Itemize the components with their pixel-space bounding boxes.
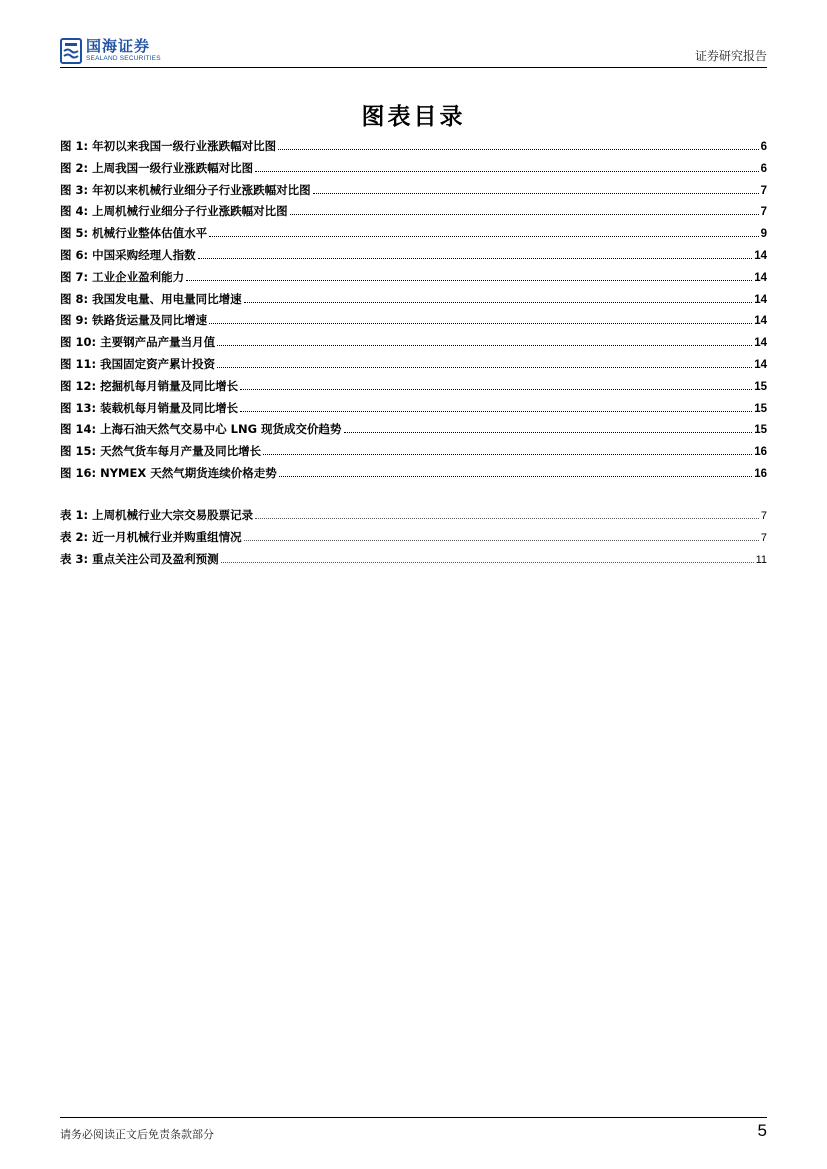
header-divider <box>60 67 767 68</box>
entry-label: 图 7: <box>60 269 89 284</box>
dot-leader <box>244 302 753 303</box>
entry-page-number: 14 <box>754 358 767 371</box>
page-title: 图表目录 <box>361 104 466 130</box>
entry-label: 图 16: <box>60 465 97 480</box>
entry-label: 图 12: <box>60 378 97 393</box>
figure-index-entry[interactable] <box>60 378 767 400</box>
page-number: 5 <box>757 1121 767 1140</box>
entry-page-number: 6 <box>760 141 767 153</box>
entry-title: 重点关注公司及盈利预测 <box>92 551 219 566</box>
entry-page-number: 7 <box>760 206 767 219</box>
dot-leader <box>244 540 759 541</box>
figure-index-entry[interactable] <box>60 138 767 160</box>
dot-leader <box>198 258 753 259</box>
dot-leader <box>209 323 752 324</box>
entry-label: 图 9: <box>60 313 89 328</box>
entry-page-number: 15 <box>754 424 767 437</box>
entry-title: 上周机械行业细分子行业涨跌幅对比图 <box>92 204 288 219</box>
entry-label: 表 3: <box>60 551 89 566</box>
figure-index-entry[interactable] <box>60 421 767 443</box>
dot-leader <box>255 518 759 519</box>
entry-page-number: 14 <box>754 249 767 262</box>
entry-label: 图 5: <box>60 226 89 241</box>
figure-index-entry[interactable] <box>60 334 767 356</box>
entry-page-number: 7 <box>760 184 767 197</box>
dot-leader <box>217 367 752 368</box>
dot-leader <box>279 476 752 477</box>
figure-index-entry[interactable] <box>60 225 767 247</box>
disclaimer-note: 请务必阅读正文后免责条款部分 <box>60 1128 214 1141</box>
figure-index-entry[interactable] <box>60 182 767 204</box>
entry-page-number: 9 <box>760 228 767 241</box>
table-index-entry[interactable] <box>60 507 767 529</box>
logo-english-name: SEALAND SECURITIES <box>86 55 161 63</box>
figure-index-entry[interactable] <box>60 443 767 465</box>
entry-title: 年初以来机械行业细分子行业涨跌幅对比图 <box>92 182 311 197</box>
entry-title: 近一月机械行业并购重组情况 <box>92 529 242 544</box>
entry-title: NYMEX 天然气期货连续价格走势 <box>100 465 277 480</box>
dot-leader <box>221 562 754 563</box>
entry-page-number: 11 <box>755 553 767 566</box>
entry-title: 我国发电量、用电量同比增速 <box>92 291 242 306</box>
entry-title: 年初以来我国一级行业涨跌幅对比图 <box>92 139 277 153</box>
entry-title: 中国采购经理人指数 <box>92 247 196 262</box>
footer-divider <box>60 1117 767 1118</box>
entry-title: 天然气货车每月产量及同比增长 <box>100 444 262 459</box>
entry-page-number: 14 <box>754 315 767 328</box>
entry-title: 上海石油天然气交易中心 LNG 现货成交价趋势 <box>100 422 342 437</box>
entry-label: 图 15: <box>60 444 97 459</box>
entry-label: 表 1: <box>60 508 89 522</box>
figure-index <box>60 138 767 487</box>
report-type: 证券研究报告 <box>694 49 767 63</box>
entry-title: 我国固定资产累计投资 <box>100 356 216 371</box>
entry-label: 图 8: <box>60 291 89 306</box>
entry-page-number: 16 <box>754 467 767 480</box>
sealand-logo-icon <box>60 38 82 64</box>
entry-title: 工业企业盈利能力 <box>92 269 185 284</box>
entry-label: 图 11: <box>60 356 97 371</box>
entry-label: 图 3: <box>60 182 89 197</box>
entry-page-number: 7 <box>760 510 767 522</box>
entry-label: 图 6: <box>60 247 89 262</box>
figure-index-entry[interactable] <box>60 400 767 422</box>
entry-title: 上周我国一级行业涨跌幅对比图 <box>92 160 254 175</box>
entry-title: 装载机每月销量及同比增长 <box>100 400 239 415</box>
entry-label: 图 1: <box>60 139 89 153</box>
dot-leader <box>217 345 752 346</box>
entry-title: 铁路货运量及同比增速 <box>92 313 208 328</box>
dot-leader <box>278 149 758 150</box>
table-index-entry[interactable] <box>60 551 767 573</box>
entry-label: 图 10: <box>60 335 97 350</box>
entry-label: 图 13: <box>60 400 97 415</box>
figure-index-entry[interactable] <box>60 291 767 313</box>
entry-page-number: 14 <box>754 337 767 350</box>
entry-page-number: 7 <box>760 531 767 544</box>
entry-title: 机械行业整体估值水平 <box>92 226 208 241</box>
dot-leader <box>240 389 752 390</box>
table-index-entry[interactable] <box>60 529 767 551</box>
dot-leader <box>255 171 758 172</box>
page-header <box>60 36 767 66</box>
figure-index-entry[interactable] <box>60 356 767 378</box>
figure-index-entry[interactable] <box>60 312 767 334</box>
dot-leader <box>209 236 758 237</box>
entry-title: 上周机械行业大宗交易股票记录 <box>92 508 254 522</box>
figure-index-entry[interactable] <box>60 203 767 225</box>
dot-leader <box>313 193 759 194</box>
entry-page-number: 14 <box>754 271 767 284</box>
table-index <box>60 507 767 572</box>
entry-page-number: 15 <box>754 402 767 415</box>
entry-page-number: 14 <box>754 293 767 306</box>
dot-leader <box>263 454 752 455</box>
dot-leader <box>186 280 752 281</box>
entry-label: 图 4: <box>60 204 89 219</box>
dot-leader <box>290 214 759 215</box>
dot-leader <box>344 432 753 433</box>
figure-index-entry[interactable] <box>60 247 767 269</box>
figure-index-entry[interactable] <box>60 269 767 291</box>
dot-leader <box>240 411 752 412</box>
entry-title: 主要钢产品产量当月值 <box>100 335 216 350</box>
logo-chinese-name: 国海证券 <box>86 37 151 56</box>
entry-label: 图 14: <box>60 422 97 437</box>
entry-page-number: 16 <box>754 446 767 459</box>
figure-index-entry[interactable] <box>60 160 767 182</box>
figure-index-entry[interactable] <box>60 465 767 487</box>
entry-label: 表 2: <box>60 529 89 544</box>
entry-title: 挖掘机每月销量及同比增长 <box>100 378 239 393</box>
entry-label: 图 2: <box>60 160 89 175</box>
sealand-logo <box>60 36 161 66</box>
entry-page-number: 6 <box>760 162 767 175</box>
entry-page-number: 15 <box>754 380 767 393</box>
